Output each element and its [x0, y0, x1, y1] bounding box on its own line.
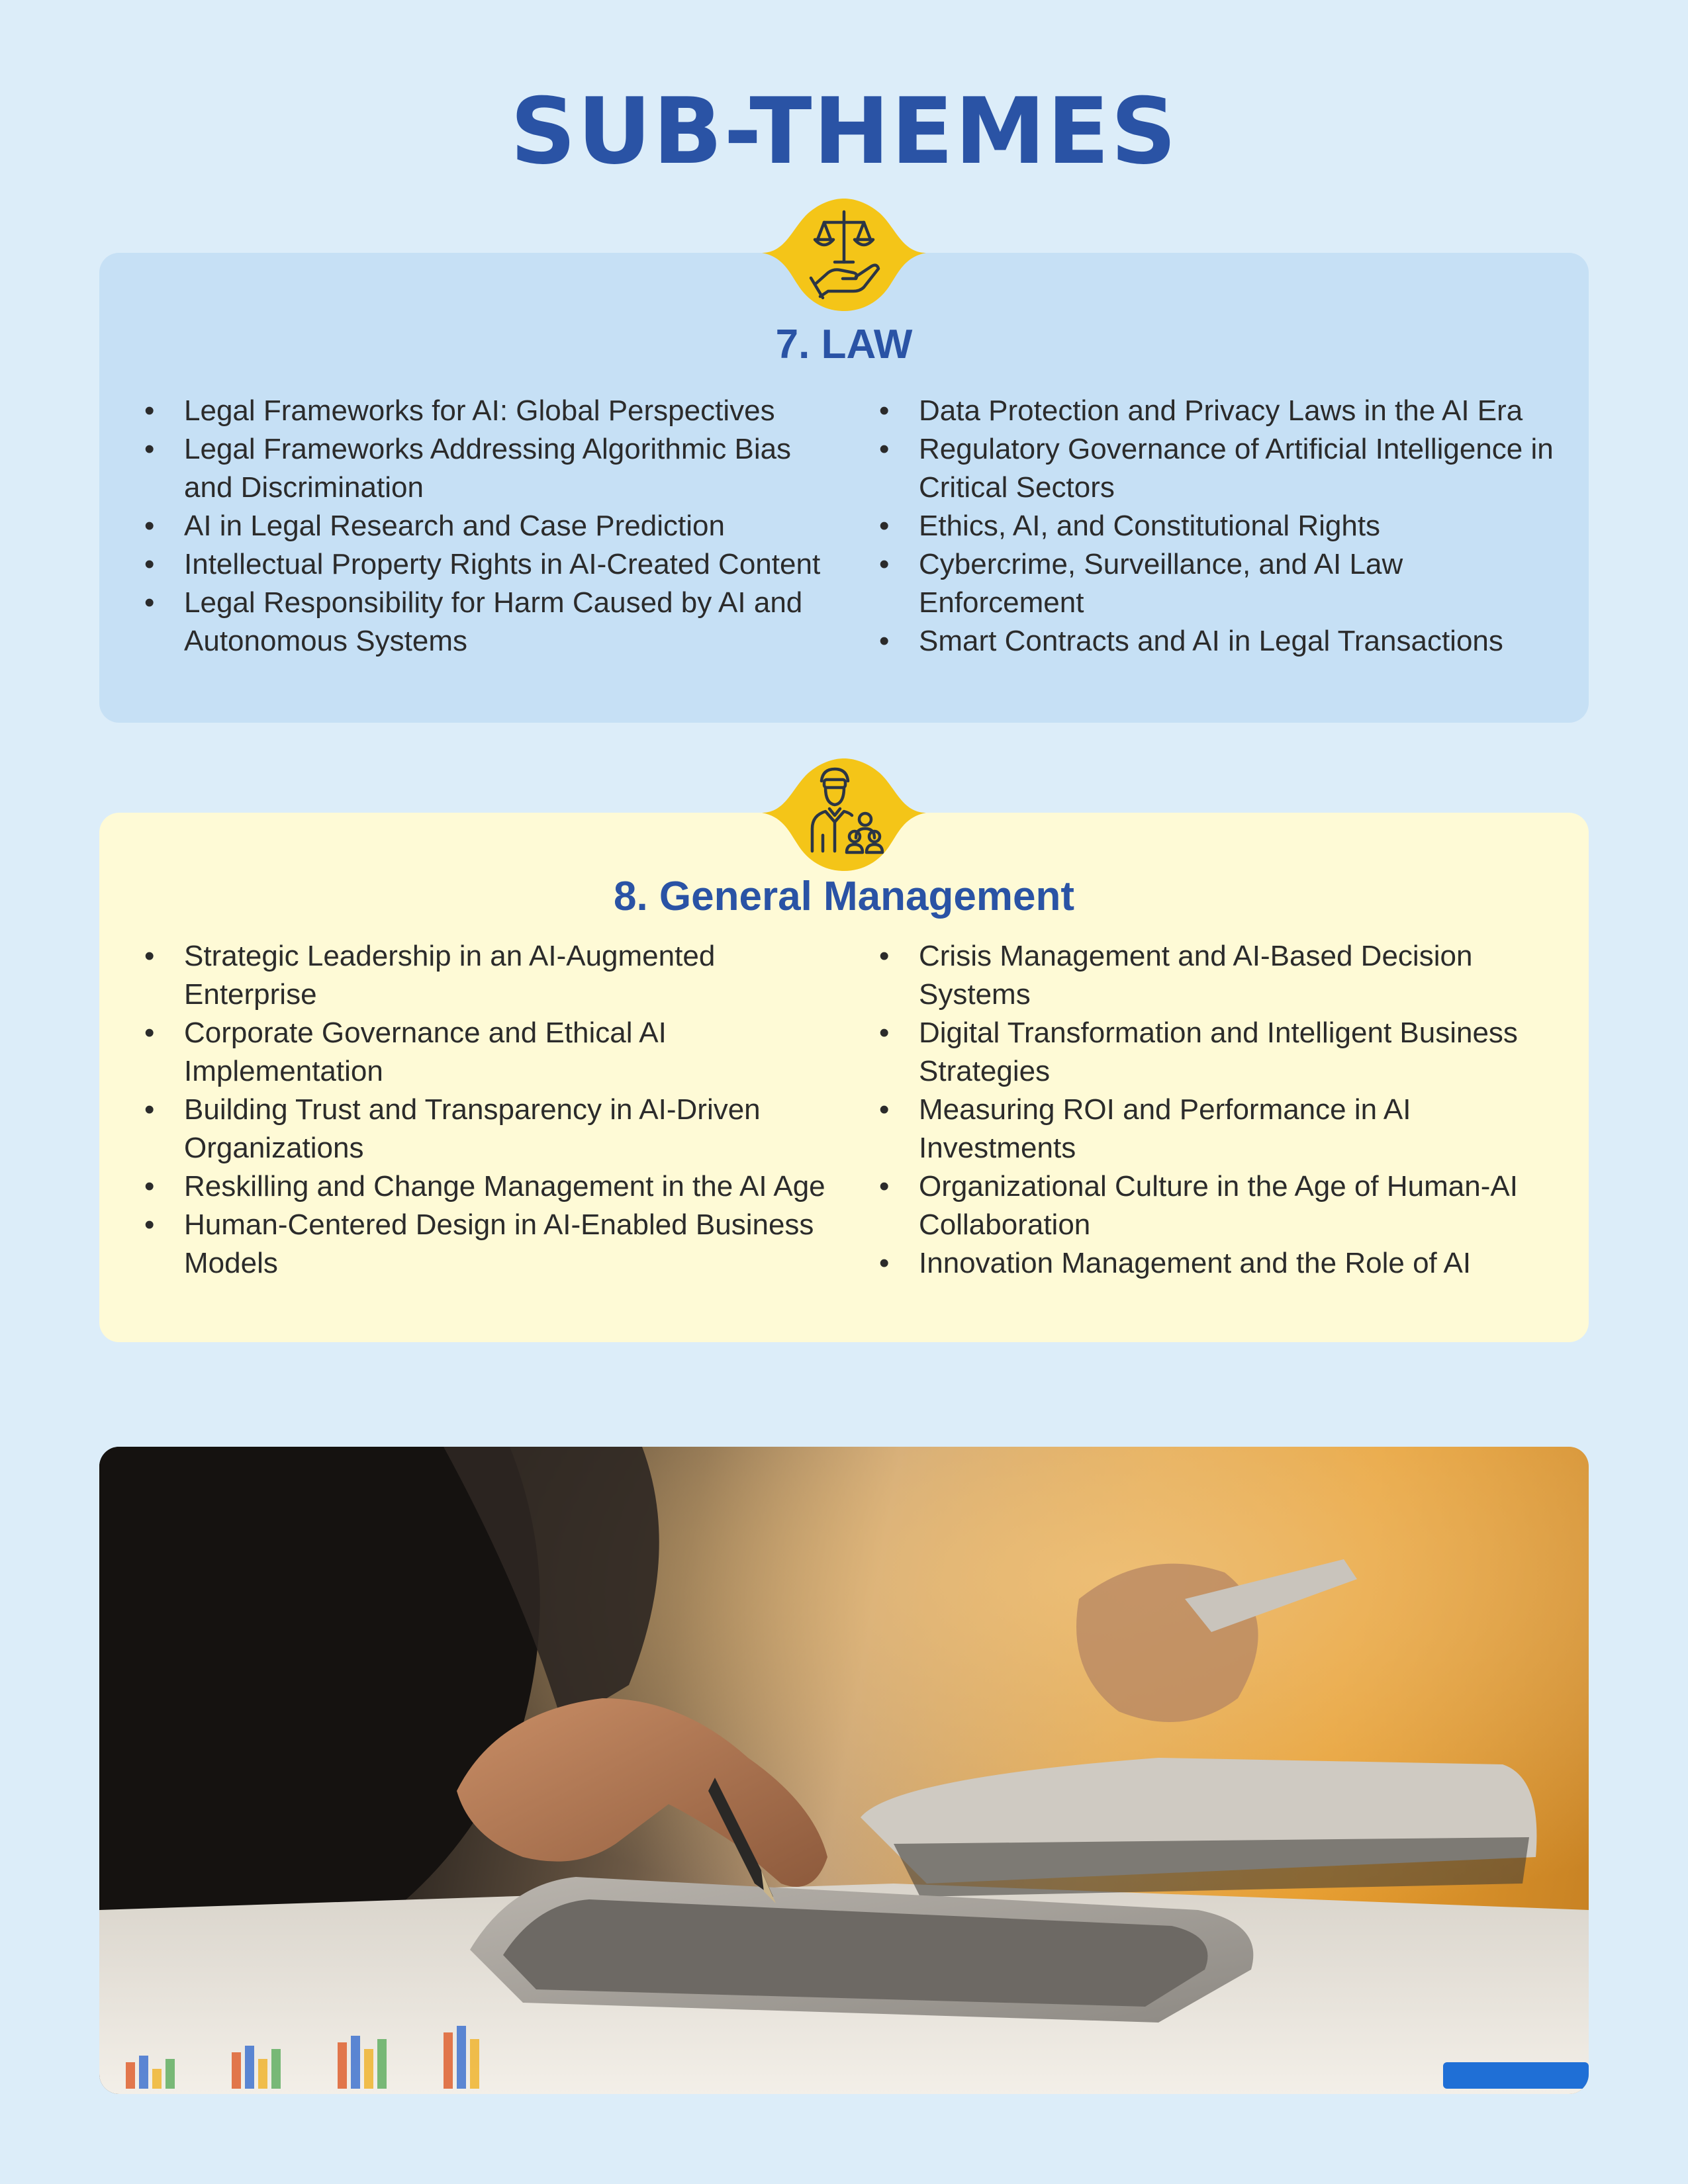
general-management-card	[99, 813, 1589, 1342]
list-item: • Measuring ROI and Performance in AI Investments	[919, 1091, 1574, 1167]
list-item: • Organizational Culture in the Age of Human-AI Collaboration	[919, 1167, 1574, 1244]
list-item: • Data Protection and Privacy Laws in the AI Era	[919, 392, 1574, 430]
list-item: • Digital Transformation and Intelligent Business Strategies	[919, 1014, 1574, 1091]
bullet: •	[144, 940, 155, 972]
page-title: SUB-THEMES	[510, 78, 1178, 185]
list-item: • Strategic Leadership in an AI-Augmented Enterprise	[184, 937, 846, 1014]
bullet: •	[879, 394, 890, 427]
list-item: • Legal Frameworks for AI: Global Perspectives	[184, 392, 846, 430]
person-using-tablet-image	[99, 1447, 1589, 2094]
bullet: •	[144, 433, 155, 465]
list-item: • Crisis Management and AI-Based Decision Systems	[919, 937, 1574, 1014]
bullet: •	[144, 1208, 155, 1241]
list-item: • Legal Responsibility for Harm Caused by AI and Autonomous Systems	[184, 584, 846, 660]
law-left-list	[144, 392, 846, 660]
bullet: •	[879, 1093, 890, 1126]
bullet: •	[879, 433, 890, 465]
bullet: •	[144, 548, 155, 580]
list-item: • Innovation Management and the Role of AI	[919, 1244, 1574, 1283]
bullet: •	[144, 586, 155, 619]
scales-in-hand-icon	[762, 199, 926, 311]
bullet: •	[144, 510, 155, 542]
list-item: • Regulatory Governance of Artificial Intelligence in Critical Sectors	[919, 430, 1574, 507]
bullet: •	[879, 510, 890, 542]
general-management-card-title: 8. General Management	[613, 874, 1075, 919]
general-management-badge	[762, 758, 926, 871]
law-card	[99, 253, 1589, 723]
list-item: • Smart Contracts and AI in Legal Transactions	[919, 622, 1574, 660]
list-item: • Reskilling and Change Management in the AI Age	[184, 1167, 846, 1206]
bullet: •	[144, 394, 155, 427]
bullet: •	[879, 1247, 890, 1279]
business-photo	[99, 1447, 1589, 2094]
bullet: •	[144, 1170, 155, 1203]
law-badge	[762, 199, 926, 311]
list-item: • Cybercrime, Surveillance, and AI Law Enforcement	[919, 545, 1574, 622]
bullet: •	[879, 1170, 890, 1203]
manager-team-icon	[762, 758, 926, 871]
list-item: • Intellectual Property Rights in AI-Created Content	[184, 545, 846, 584]
general-management-right-list	[879, 937, 1574, 1283]
list-item: • Corporate Governance and Ethical AI Implementation	[184, 1014, 846, 1091]
bullet: •	[879, 548, 890, 580]
bullet: •	[879, 940, 890, 972]
law-card-title: 7. LAW	[775, 322, 913, 367]
bullet: •	[879, 1017, 890, 1049]
bullet: •	[144, 1093, 155, 1126]
list-item: • Legal Frameworks Addressing Algorithmic Bias and Discrimination	[184, 430, 846, 507]
list-item: • Building Trust and Transparency in AI-Driven Organizations	[184, 1091, 846, 1167]
law-right-list	[879, 392, 1574, 660]
list-item: • AI in Legal Research and Case Prediction	[184, 507, 846, 545]
list-item: • Human-Centered Design in AI-Enabled Business Models	[184, 1206, 846, 1283]
list-item: • Ethics, AI, and Constitutional Rights	[919, 507, 1574, 545]
bullet: •	[879, 625, 890, 657]
bullet: •	[144, 1017, 155, 1049]
general-management-left-list	[144, 937, 846, 1283]
